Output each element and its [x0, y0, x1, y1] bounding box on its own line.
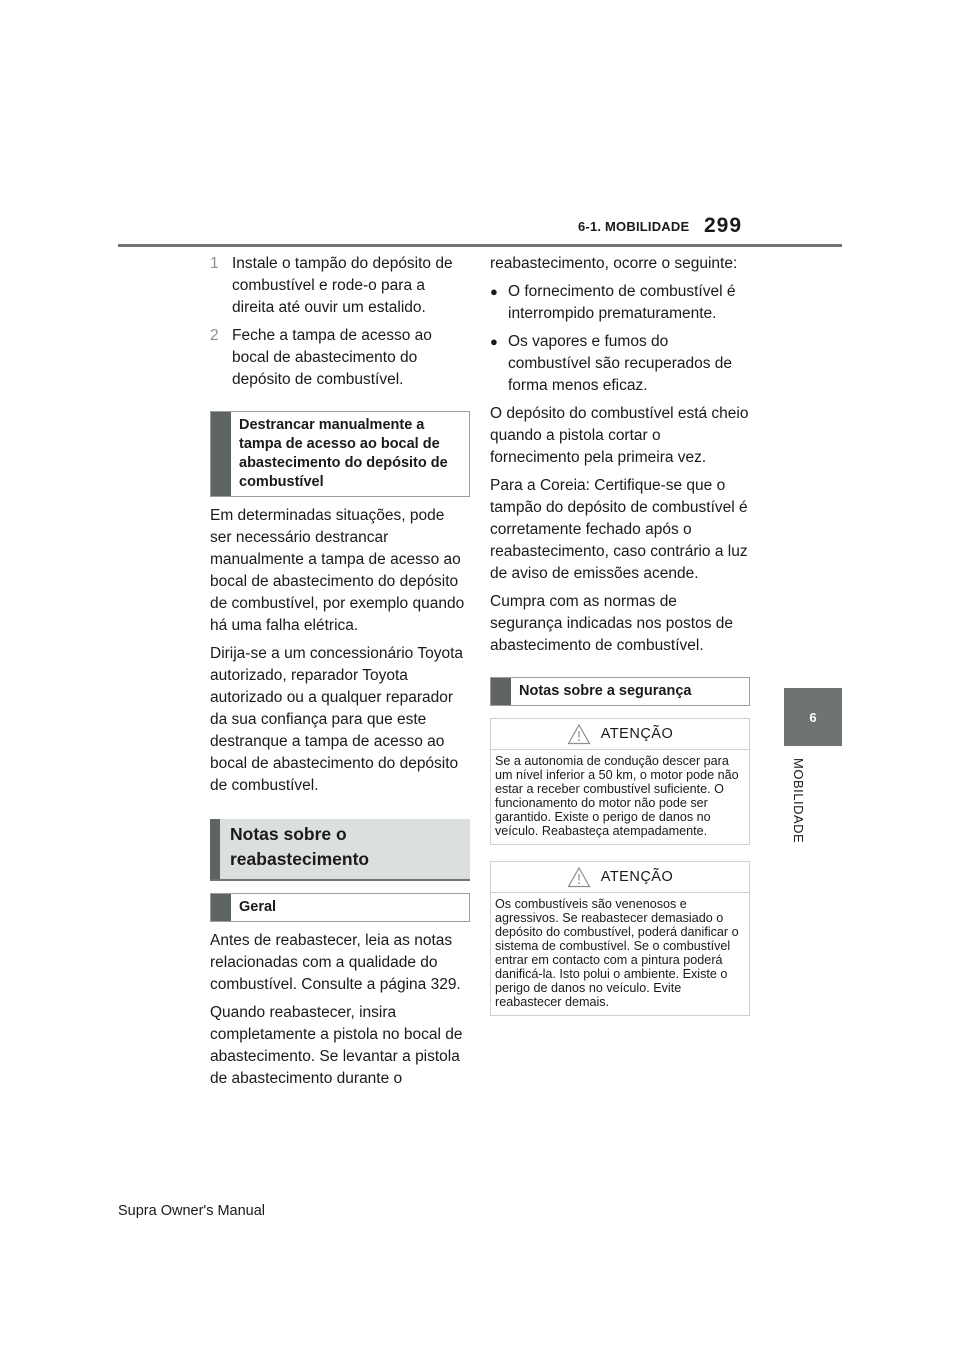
warning-box	[490, 718, 750, 845]
chapter-label: MOBILIDADE	[791, 758, 806, 844]
paragraph: Dirija-se a um concessionário Toyota autorizado, reparador Toyota autorizado ou a qualquer reparador da sua confiança para que este destranque a tampa de acesso ao bocal de abastecimento do depósito de combustível.	[210, 645, 463, 794]
step-item	[210, 253, 470, 319]
heading-marker	[210, 819, 220, 879]
warning-header	[491, 719, 749, 750]
warning-title: ATENÇÃO	[600, 869, 674, 885]
warning-text: Se a autonomia de condução descer para um nível inferior a 50 km, o motor pode não estar a receber combustível suficiente. O funcionamento do motor não pode ser garantido. Existe o perigo de danos no veículo. Reabasteça atempadamente.	[495, 754, 739, 838]
heading-marker	[211, 894, 231, 921]
page-number: 299	[704, 214, 743, 237]
paragraph: reabastecimento, ocorre o seguinte:	[490, 255, 738, 272]
right-column	[490, 253, 750, 1032]
left-column	[210, 253, 470, 1096]
paragraph: Cumpra com as normas de segurança indicadas nos postos de abastecimento de combustível.	[490, 593, 733, 654]
paragraph: O depósito do combustível está cheio quando a pistola cortar o fornecimento pela primeira vez.	[490, 405, 749, 466]
manual-unlock-heading	[210, 411, 470, 497]
warning-triangle-icon	[567, 866, 591, 888]
step-number: 2	[210, 327, 219, 344]
warning-triangle-icon	[567, 723, 591, 745]
warning-title: ATENÇÃO	[600, 726, 674, 742]
paragraph: Em determinadas situações, pode ser necessário destrancar manualmente a tampa de acesso ao bocal de abastecimento do depósito de combustível, por exemplo quando há uma falha elétrica.	[210, 507, 465, 634]
chapter-number: 6	[809, 709, 817, 725]
section-title: 6-1. MOBILIDADE	[578, 219, 690, 234]
step-item	[210, 325, 470, 391]
step-number: 1	[210, 255, 219, 272]
warning-box	[490, 861, 750, 1016]
paragraph: Quando reabastecer, insira completamente a pistola no bocal de abastecimento. Se levantar a pistola de abastecimento durante o	[210, 1004, 463, 1087]
paragraph: Para a Coreia: Certifique-se que o tampão do depósito de combustível é corretamente fechado após o reabastecimento, caso contrário a luz de aviso de emissões acende.	[490, 477, 748, 582]
warning-text: Os combustíveis são venenosos e agressivos. Se reabastecer demasiado o depósito do combustível, poderá danificar o sistema de combustível. Se o combustível entrar em contacto com a pintura poderá danificá-la. Isto polui o ambiente. Existe o perigo de danos no veículo. Evite reabastecer demais.	[495, 897, 739, 1009]
step-text: Feche a tampa de acesso ao bocal de abastecimento do depósito de combustível.	[232, 327, 432, 388]
bullet-text: O fornecimento de combustível é interrompido prematuramente.	[508, 283, 736, 322]
bullet-item	[490, 281, 750, 325]
general-heading	[210, 893, 470, 922]
safety-notes-heading	[490, 677, 750, 706]
bullet-icon: ●	[490, 334, 498, 349]
refuel-notes-heading	[210, 819, 470, 881]
bullet-icon: ●	[490, 284, 498, 299]
header-rule	[118, 244, 842, 247]
heading-marker	[491, 678, 511, 705]
bullet-text: Os vapores e fumos do combustível são recuperados de forma menos eficaz.	[508, 333, 733, 394]
heading-marker	[211, 412, 231, 496]
warning-header	[491, 862, 749, 893]
heading-text: Geral	[239, 899, 277, 915]
heading-text: Notas sobre a segurança	[519, 683, 692, 699]
bullet-item	[490, 331, 750, 397]
step-text: Instale o tampão do depósito de combustível e rode-o para a direita até ouvir um estalido.	[232, 255, 453, 316]
manual-title-footer: Supra Owner's Manual	[118, 1203, 266, 1219]
heading-text: Destrancar manualmente a tampa de acesso ao bocal de abastecimento do depósito de combustível	[239, 417, 448, 490]
heading-text: Notas sobre o reabastecimento	[230, 824, 370, 869]
paragraph: Antes de reabastecer, leia as notas relacionadas com a qualidade do combustível. Consulte a página 329.	[210, 932, 461, 993]
chapter-tab[interactable]	[784, 688, 842, 746]
